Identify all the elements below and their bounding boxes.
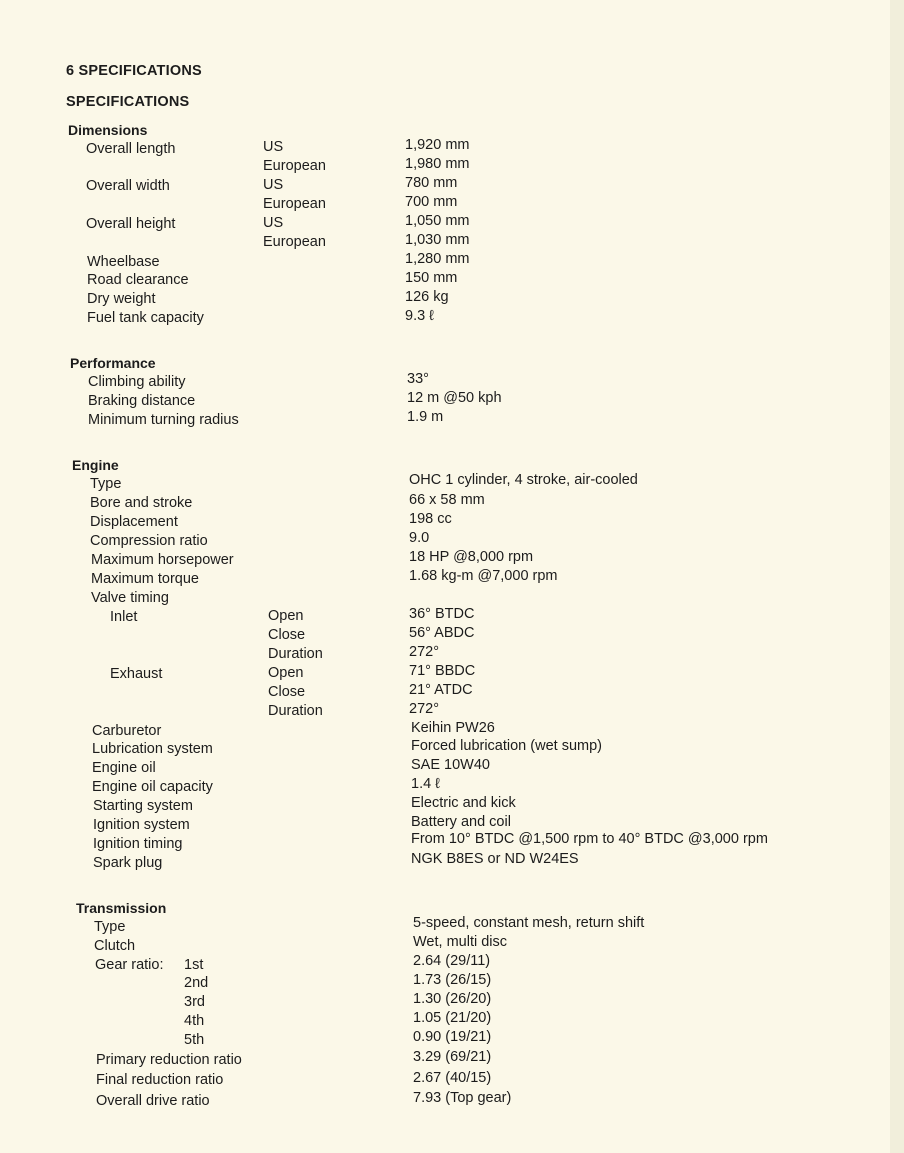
spec-label: Overall width [86,178,170,194]
variant-label: European [263,196,326,212]
spec-value: 272° [409,644,439,660]
spec-value: 21° ATDC [409,682,473,698]
section-title-performance: Performance [70,355,156,371]
gear-label: 3rd [184,994,205,1010]
variant-label: Close [268,684,306,700]
spec-value: 1,920 mm [405,137,470,153]
spec-label: Type [90,476,122,492]
spec-value: Forced lubrication (wet sump) [411,738,602,754]
spec-value: Electric and kick [411,795,516,811]
spec-label: Displacement [90,514,178,530]
gear-label: 2nd [184,975,209,991]
spec-value: 3.29 (69/21) [413,1049,492,1065]
spec-value: Wet, multi disc [413,934,508,950]
spec-label: Valve timing [91,590,169,606]
spec-value: 33° [407,371,429,387]
variant-label: Duration [268,646,323,662]
section-title-engine: Engine [72,457,119,473]
variant-label: US [263,215,284,231]
spec-label: Gear ratio: [95,957,164,973]
spec-value: 36° BTDC [409,606,475,622]
variant-label: US [263,177,284,193]
spec-value: 1.9 m [407,409,444,425]
gear-label: 4th [184,1013,205,1029]
spec-value: 18 HP @8,000 rpm [409,549,534,565]
spec-value: 150 mm [405,270,458,286]
spec-label: Engine oil capacity [92,779,213,795]
spec-value: 56° ABDC [409,625,475,641]
spec-label: Primary reduction ratio [96,1052,242,1068]
spec-label: Road clearance [87,272,189,288]
gear-label: 1st [184,957,204,973]
spec-label: Clutch [94,938,136,954]
spec-value: 126 kg [405,289,449,305]
spec-value: NGK B8ES or ND W24ES [411,851,579,867]
spec-label: Carburetor [92,723,162,739]
spec-label: Overall height [86,216,176,232]
spec-label: Starting system [93,798,193,814]
variant-label: Duration [268,703,323,719]
variant-label: European [263,234,326,250]
spec-sublabel: Exhaust [110,666,163,682]
spec-label: Fuel tank capacity [87,310,204,326]
spec-label: Overall drive ratio [96,1093,210,1109]
spec-value: From 10° BTDC @1,500 rpm to 40° BTDC @3,000 rpm [411,831,768,847]
page-edge-shadow [890,0,904,1153]
spec-value: 1,050 mm [405,213,470,229]
spec-label: Minimum turning radius [88,412,239,428]
spec-label: Dry weight [87,291,156,307]
spec-value: 1,280 mm [405,251,470,267]
spec-value: 1,030 mm [405,232,470,248]
spec-label: Maximum horsepower [91,552,234,568]
spec-value: OHC 1 cylinder, 4 stroke, air-cooled [409,472,638,488]
spec-value: 66 x 58 mm [409,492,485,508]
gear-label: 5th [184,1032,205,1048]
spec-sublabel: Inlet [110,609,138,625]
spec-label: Final reduction ratio [96,1072,224,1088]
spec-value: Battery and coil [411,814,511,830]
spec-label: Ignition system [93,817,190,833]
variant-label: European [263,158,326,174]
spec-value: 780 mm [405,175,458,191]
spec-value: Keihin PW26 [411,720,495,736]
spec-label: Type [94,919,126,935]
spec-value: 272° [409,701,439,717]
spec-label: Engine oil [92,760,156,776]
spec-label: Bore and stroke [90,495,193,511]
spec-value: 1,980 mm [405,156,470,172]
spec-value: 1.73 (26/15) [413,972,492,988]
spec-value: SAE 10W40 [411,757,490,773]
spec-value: 700 mm [405,194,458,210]
spec-label: Spark plug [93,855,163,871]
variant-label: Open [268,665,304,681]
spec-value: 2.67 (40/15) [413,1070,492,1086]
variant-label: Open [268,608,304,624]
spec-label: Lubrication system [92,741,213,757]
spec-label: Overall length [86,141,176,157]
section-title-transmission: Transmission [76,900,167,916]
spec-label: Ignition timing [93,836,183,852]
spec-value: 9.0 [409,530,430,546]
variant-label: Close [268,627,306,643]
chapter-heading: 6 SPECIFICATIONS [66,63,202,79]
variant-label: US [263,139,284,155]
section-title-dimensions: Dimensions [68,122,148,138]
spec-value: 198 cc [409,511,452,527]
spec-value: 1.4 ℓ [411,776,440,792]
spec-value: 0.90 (19/21) [413,1029,492,1045]
spec-label: Climbing ability [88,374,186,390]
spec-label: Compression ratio [90,533,208,549]
spec-value: 71° BBDC [409,663,476,679]
spec-value: 2.64 (29/11) [413,953,491,969]
spec-value: 12 m @50 kph [407,390,502,406]
spec-value: 1.68 kg-m @7,000 rpm [409,568,558,584]
spec-value: 5-speed, constant mesh, return shift [413,915,645,931]
spec-label: Wheelbase [87,254,160,270]
spec-value: 9.3 ℓ [405,308,434,324]
spec-value: 1.30 (26/20) [413,991,492,1007]
page-title: SPECIFICATIONS [66,94,190,110]
spec-label: Maximum torque [91,571,199,587]
spec-value: 1.05 (21/20) [413,1010,492,1026]
spec-value: 7.93 (Top gear) [413,1090,512,1106]
spec-label: Braking distance [88,393,196,409]
